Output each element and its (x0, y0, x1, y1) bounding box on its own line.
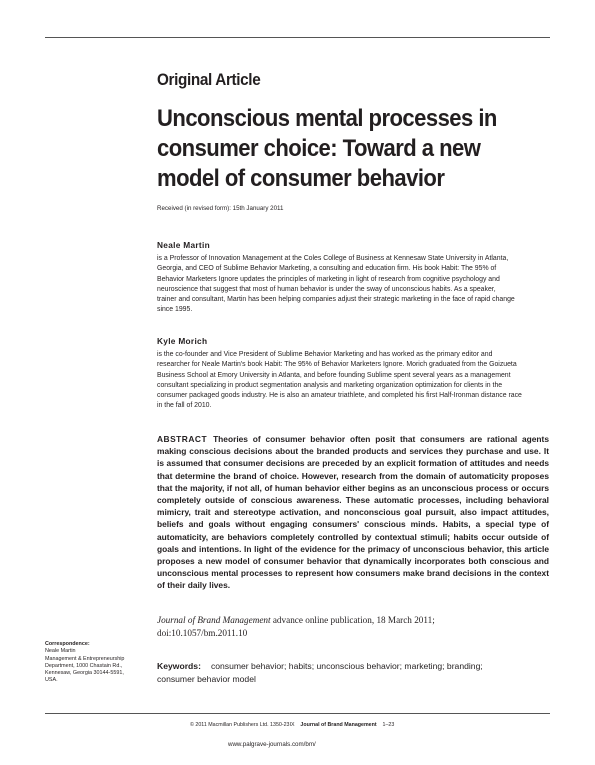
copyright: © 2011 Macmillan Publishers Ltd. 1350-23IX (190, 722, 295, 728)
bio-line: is a Professor of Innovation Management at the Coles College of Business at Kennesaw State University in Atlanta, (157, 255, 509, 262)
bio-line: is the co-founder and Vice President of Sublime Behavior Marketing and has worked as the primary editor and (157, 351, 493, 358)
article-title (157, 104, 553, 194)
title-line: Unconscious mental processes in (157, 105, 497, 132)
citation-line (157, 614, 550, 627)
title-line: model of consumer behavior (157, 165, 445, 192)
keywords-line: consumer behavior; habits; unconscious behavior; marketing; branding; (210, 661, 483, 671)
footer-info (190, 722, 394, 728)
bio-line: in the fall of 2010. (157, 402, 212, 410)
correspondence-heading: Correspondence: (45, 641, 90, 647)
bio-line: neuroscience that suggest that most of human behavior is under the sway of unconscious habits. As a speaker, (157, 285, 496, 293)
citation-details: advance online publication, 18 March 2011; (270, 615, 435, 625)
keywords-label: Keywords: (157, 661, 201, 671)
correspondence-line: Management & Entrepreneurship (45, 655, 125, 662)
bio-line: trainer and consultant, Martin has been helping companies adjust their strategic marketing in the face of rapid change (157, 296, 515, 304)
received-date: Received (in revised form): 15th January 2011 (157, 205, 284, 212)
abstract (157, 433, 549, 592)
footer-journal: Journal of Brand Management (300, 722, 377, 728)
journal-url[interactable]: www.palgrave-journals.com/bm/ (228, 741, 316, 748)
bio-line: since 1995. (157, 306, 193, 314)
correspondence-line: USA. (45, 677, 58, 684)
author-block (157, 336, 550, 412)
bio-line: Georgia, and CEO of Sublime Behavior Marketing, a consulting and education firm. His book Habit: The 95% of (157, 265, 497, 273)
citation (157, 614, 550, 639)
abstract-label: ABSTRACT (157, 434, 208, 444)
author-name: Neale Martin (157, 240, 210, 250)
bio-line: Business School at Emory University in Atlanta, and before founding Sublime spent several years as a management (157, 371, 511, 379)
author-name: Kyle Morich (157, 336, 208, 346)
bio-line: consultant specializing in product segmentation analysis and marketing organization optimization for clients in the (157, 381, 503, 389)
correspondence-line: Kennesaw, Georgia 30144-5591, (45, 670, 124, 677)
journal-name: Journal of Brand Management (157, 615, 271, 625)
abstract-text: Theories of consumer behavior often posit that consumers are rational agents making conscious decisions about the branded products and services they purchase and use. It is assumed that consumer decisions are preceded by an explicit formation of attitudes and needs that determine the brand of choice. However, research from the domain of automaticity proposes that the majority, if not all, of human behavior either begins as an unconscious process or occurs completely outside of conscious awareness. These automatic processes, including behavioral mimicry, trait and stereotype activation, and nonconscious goal pursuit, also impact attitudes, beliefs and goals without engaging consumers' conscious minds. Habits, a special type of automaticity, are behaviors completely controlled by contextual stimuli; habits occur outside of goals and intentions. In light of the evidence for the primacy of unconscious behavior, this article proposes a new model of consumer behavior that dynamically incorporates both conscious and unconscious mental processes to represent how consumers make brand decisions in the context of their daily lives. (157, 434, 549, 591)
correspondence (45, 641, 145, 685)
doi: doi:10.1057/bm.2011.10 (157, 627, 248, 638)
bio-line: consumer packaged goods industry. He is also an amateur triathlete, and completed his first Half-Ironman distance race (157, 392, 522, 400)
correspondence-line: Department, 1000 Chastain Rd., (45, 662, 123, 669)
bio-line: researcher for Neale Martin's book Habit: The 95% of Behavior Marketers Ignore. Morich graduated from the Goizueta (157, 361, 517, 369)
author-bio (157, 254, 550, 316)
top-rule (45, 37, 550, 38)
bio-line: Behavior Marketers Ignore updates the principles of marketing in light of research from cognitive psychology and (157, 275, 500, 283)
author-block (157, 240, 550, 316)
keywords-line: consumer behavior model (157, 673, 256, 684)
keywords (157, 660, 550, 685)
author-bio (157, 350, 550, 412)
page-range: 1–23 (382, 722, 395, 728)
title-line: consumer choice: Toward a new (157, 135, 481, 162)
bottom-rule (45, 713, 550, 714)
article-type: Original Article (157, 70, 261, 89)
correspondence-line: Neale Martin (45, 648, 76, 655)
